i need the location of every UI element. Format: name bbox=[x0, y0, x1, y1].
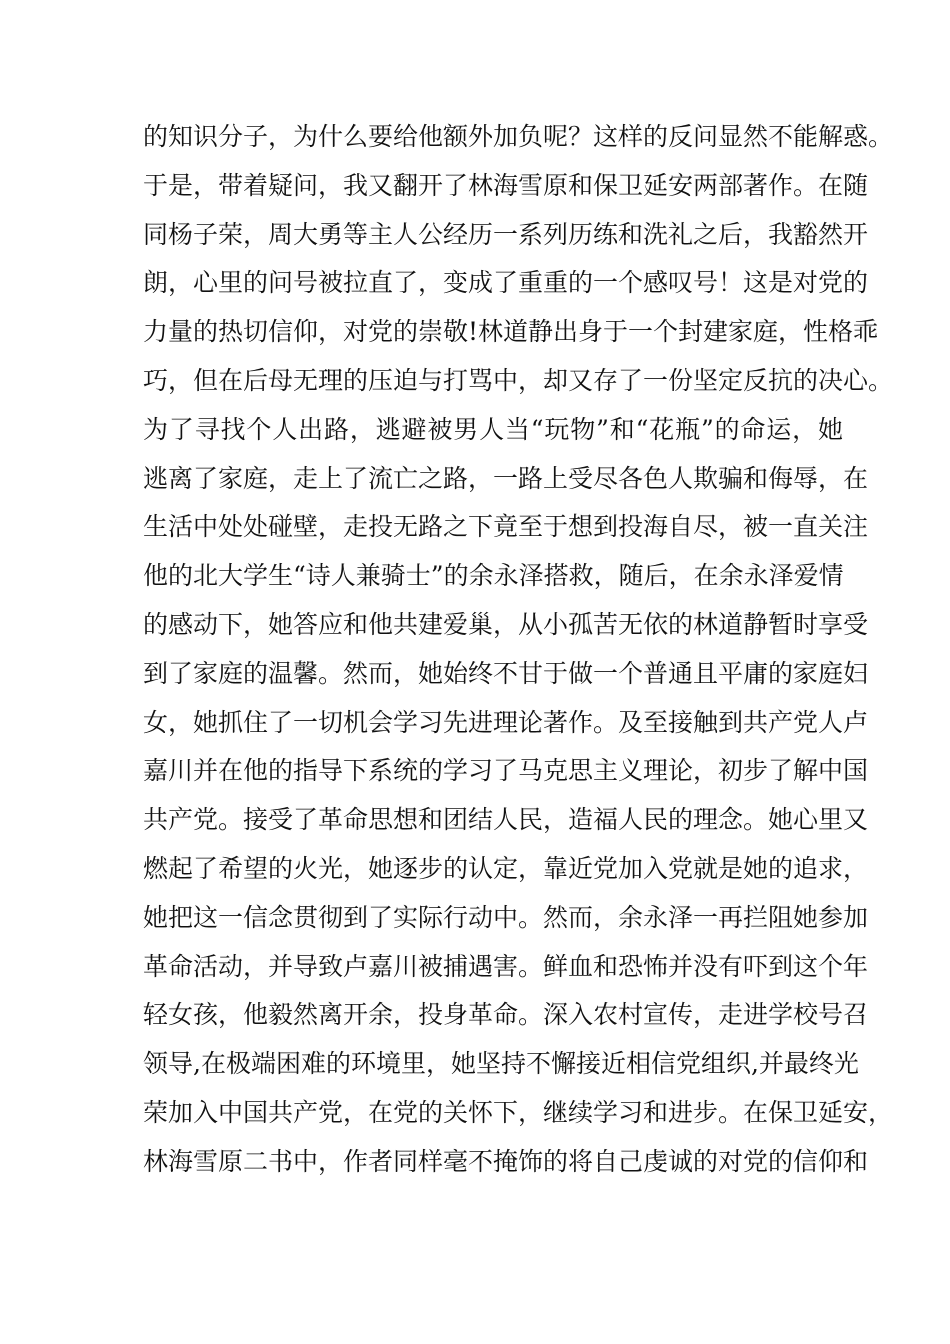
text-line: 林海雪原二书中，作者同样毫不掩饰的将自己虔诚的对党的信仰和 bbox=[143, 1146, 869, 1176]
text-line: 的知识分子，为什么要给他额外加负呢？这样的反问显然不能解惑。 bbox=[143, 122, 894, 151]
text-line: 荣加入中国共产党，在党的关怀下，继续学习和进步。在保卫延安， bbox=[143, 1097, 894, 1127]
text-line: 女，她抓住了一切机会学习先进理论著作。及至接触到共产党人卢 bbox=[143, 707, 869, 737]
text-line: 他的北大学生“诗人兼骑士”的余永泽搭救，随后，在余永泽爱情 bbox=[143, 561, 844, 591]
text-line: 于是，带着疑问，我又翻开了林海雪原和保卫延安两部著作。在随 bbox=[143, 170, 869, 200]
body-paragraph bbox=[143, 113, 894, 1187]
text-line: 生活中处处碰壁，走投无路之下竟至于想到投海自尽，被一直关注 bbox=[143, 512, 869, 542]
text-line: 力量的热切信仰，对党的崇敬!林道静出身于一个封建家庭，性格乖 bbox=[143, 317, 879, 347]
text-line: 她把这一信念贯彻到了实际行动中。然而，余永泽一再拦阻她参加 bbox=[143, 902, 869, 932]
text-line: 轻女孩，他毅然离开余，投身革命。深入农村宣传，走进学校号召 bbox=[143, 1000, 869, 1030]
text-line: 逃离了家庭，走上了流亡之路，一路上受尽各色人欺骗和侮辱，在 bbox=[143, 463, 869, 493]
text-line: 朗，心里的问号被拉直了，变成了重重的一个感叹号！这是对党的 bbox=[143, 268, 869, 298]
text-line: 共产党。接受了革命思想和团结人民，造福人民的理念。她心里又 bbox=[143, 805, 869, 835]
text-line: 巧，但在后母无理的压迫与打骂中，却又存了一份坚定反抗的决心。 bbox=[143, 365, 894, 395]
text-line: 为了寻找个人出路，逃避被男人当“玩物”和“花瓶”的命运，她 bbox=[143, 414, 843, 444]
text-line: 革命活动，并导致卢嘉川被捕遇害。鲜血和恐怖并没有吓到这个年 bbox=[143, 951, 869, 981]
text-line: 嘉川并在他的指导下系统的学习了马克思主义理论，初步了解中国 bbox=[143, 756, 869, 786]
text-line: 到了家庭的温馨。然而，她始终不甘于做一个普通且平庸的家庭妇 bbox=[143, 658, 869, 688]
text-line: 的感动下，她答应和他共建爱巢，从小孤苦无依的林道静暂时享受 bbox=[143, 609, 869, 639]
text-line: 领导,在极端困难的环境里，她坚持不懈接近相信党组织,并最终光 bbox=[143, 1049, 859, 1079]
text-line: 燃起了希望的火光，她逐步的认定，靠近党加入党就是她的追求， bbox=[143, 853, 869, 883]
text-line: 同杨子荣，周大勇等主人公经历一系列历练和洗礼之后，我豁然开 bbox=[143, 219, 869, 249]
